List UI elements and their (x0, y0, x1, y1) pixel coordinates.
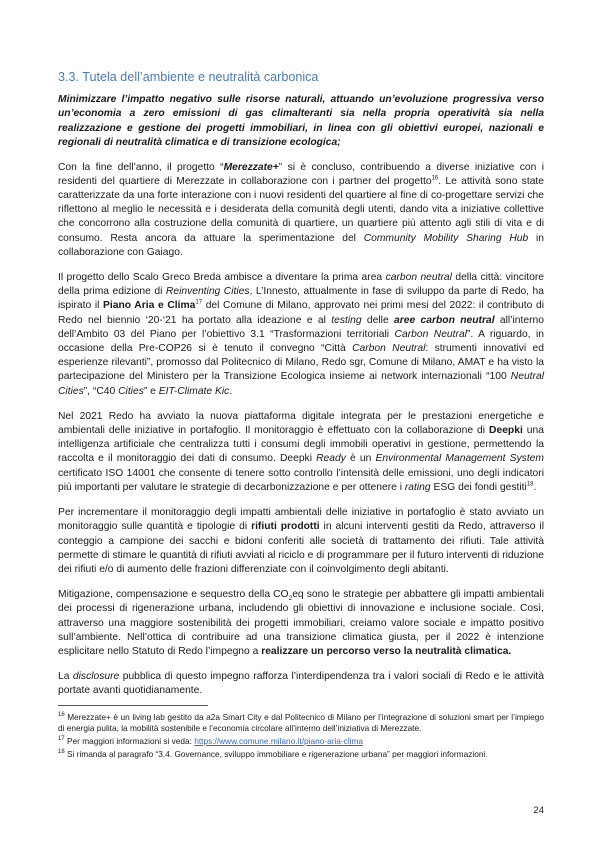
paragraph-disclosure: La disclosure pubblica di questo impegno rafforza l’interdipendenza tra i valori sociali di Redo e le attività portate avanti quotidianamente. (58, 671, 544, 697)
rifiuti-term: rifiuti prodotti (251, 521, 320, 533)
footnote-ref-18[interactable]: 18 (526, 481, 534, 488)
neutralita-climatica-term: realizzare un percorso verso la neutralità climatica. (261, 645, 512, 657)
section-heading: 3.3. Tutela dell’ambiente e neutralità carbonica (58, 70, 319, 84)
merezzate-term: Merezzate+ (223, 161, 279, 173)
paragraph-deepki: Nel 2021 Redo ha avviato la nuova piattaforma digitale integrata per le prestazioni energetiche e ambientali delle iniziative in portafoglio. Il monitoraggio è effettuato con la collaborazione di Deepki una intelligenza artificiale che centralizza tutti i consumi degli immobili operativi in gestione, permettendo la raccolta e il monitoraggio dei dati di consumo. Deepki Ready è un Environmental Management System certificato ISO 14001 che consente di tenere sotto controllo l’intensità delle emissioni, uno degli indicatori più importanti per valutare le strategie di decarbonizzazione e per ottenere i rating ESG dei fondi gestiti$^{18}$. (58, 410, 544, 493)
aree-carbon-neutral-term: aree carbon neutral (394, 314, 495, 326)
footnote-ref-17[interactable]: 17 (195, 300, 203, 307)
paragraph-merezzate: Con la fine dell’anno, il progetto “Merezzate+” si è concluso, contribuendo a diverse iniziative con i residenti del quartiere di Merezzate in collaborazione con i partner del progetto$^{16}$. Le attività sono state caratterizzate da una forte interazione con i nuovi residenti del quartiere al fine di co-progettare servizi che riflettono al meglio le necessità e i desiderata della comunità degli utenti, dando vita a iniziative collettive che concorrono alla costruzione della comunità di quartiere, un quartiere più attento agli stili di vita e di consumo. Resta ancora da attuare la sperimentazione del Community Mobility Sharing Hub in collaborazione con Gaiago. (58, 161, 545, 258)
deepki-term: Deepki (489, 425, 523, 437)
footnote-16: $^{16}$ Merezzate+ è un living lab gestito da a2a Smart City e dal Politecnico di Milano per l’integrazione di soluzioni smart per l’impiego di energia pulita, la mobilità sostenibile e l’economia circolare all’interno dell’iniziativa di Merezzate. (58, 712, 544, 733)
piano-aria-clima-term: Piano Aria e Clima (103, 300, 196, 312)
footnote-divider (58, 705, 208, 706)
paragraph-scalo-greco: Il progetto dello Scalo Greco Breda ambisce a diventare la prima area carbon neutral della città: vincitore della prima edizione di Reinventing Cities, L’Innesto, attualmente in fase di sviluppo da parte di Redo, ha ispirato il Piano Aria e Clima$^{17}$ del Comune di Milano, approvato nei primi mesi del 2022: il contributo di Redo nel biennio ‘20-‘21 ha portato alla ideazione e al testing delle aree carbon neutral all’interno dell’Ambito 03 del Piano per l’obiettivo 3.1 “Trasformazioni territoriali Carbon Neutral”. A riguardo, in occasione della Pre-COP26 si è tenuto il convegno “Città Carbon Neutral: strumenti innovativi ed esperienze rilevanti”, promosso dal Politecnico di Milano, Redo sgr, Comune di Milano, AMAT e ha visto la partecipazione del Ministero per la Transizione Ecologica insieme ai network internazionali “100 Neutral Cities”, “C40 Cities” e EIT-Climate Kic. (58, 272, 544, 397)
paragraph-mitigazione: Mitigazione, compensazione e sequestro della $CO_2eq$ sono le strategie per abbattere gli impatti ambientali dei processi di rigenerazione urbana, includendo gli obiettivi di innovazione e inclusione sociale. Così, attraverso una maggiore sostenibilità dei progetti immobiliari, creiamo valore sociale e impatto positivo sull’ambiente. Nell’ottica di contribuire ad una transizione climatica giusta, per il 2022 è intenzione esplicitare nello Statuto di Redo l’impegno a realizzare un percorso verso la neutralità climatica. (58, 589, 544, 657)
footnote-ref-16[interactable]: 16 (431, 175, 439, 182)
page-content (58, 70, 544, 710)
footnotes (58, 712, 544, 762)
footnote-18: $^{18}$ Si rimanda al paragrafo “3.4. Governance, sviluppo immobiliare e rigenerazione urbana” per maggiori informazioni. (58, 749, 488, 759)
footnote-17: $^{17}$ Per maggiori informazioni si veda: https://www.comune.milano.it/piano-aria-clima (58, 736, 364, 746)
piano-aria-clima-link[interactable]: https://www.comune.milano.it/piano-aria-clima (194, 736, 364, 746)
paragraph-rifiuti: Per incrementare il monitoraggio degli impatti ambientali delle iniziative in portafoglio è stato avviato un monitoraggio sulle quantità e tipologie di rifiuti prodotti in alcuni interventi gestiti da Redo, attraverso il conteggio a campione dei sacchi e bidoni conferiti alle società di trattamento dei rifiuti. Tale attività permette di stimare le quantità di rifiuti avviati al riciclo e di programmare per il futuro interventi di riduzione dei rifiuti e/o di aumento delle frazioni differenziate con il coinvolgimento degli abitanti. (58, 507, 544, 575)
page-number: 24 (533, 805, 544, 816)
section-lead: Minimizzare l’impatto negativo sulle risorse naturali, attuando un’evoluzione progressiva verso un’economia a zero emissioni di gas climalteranti sia nella propria operatività sia nella realizzazione e gestione dei progetti immobiliari, in linea con gli obiettivi europei, nazionali e regionali di neutralità climatica e di transizione ecologica; (58, 94, 544, 149)
